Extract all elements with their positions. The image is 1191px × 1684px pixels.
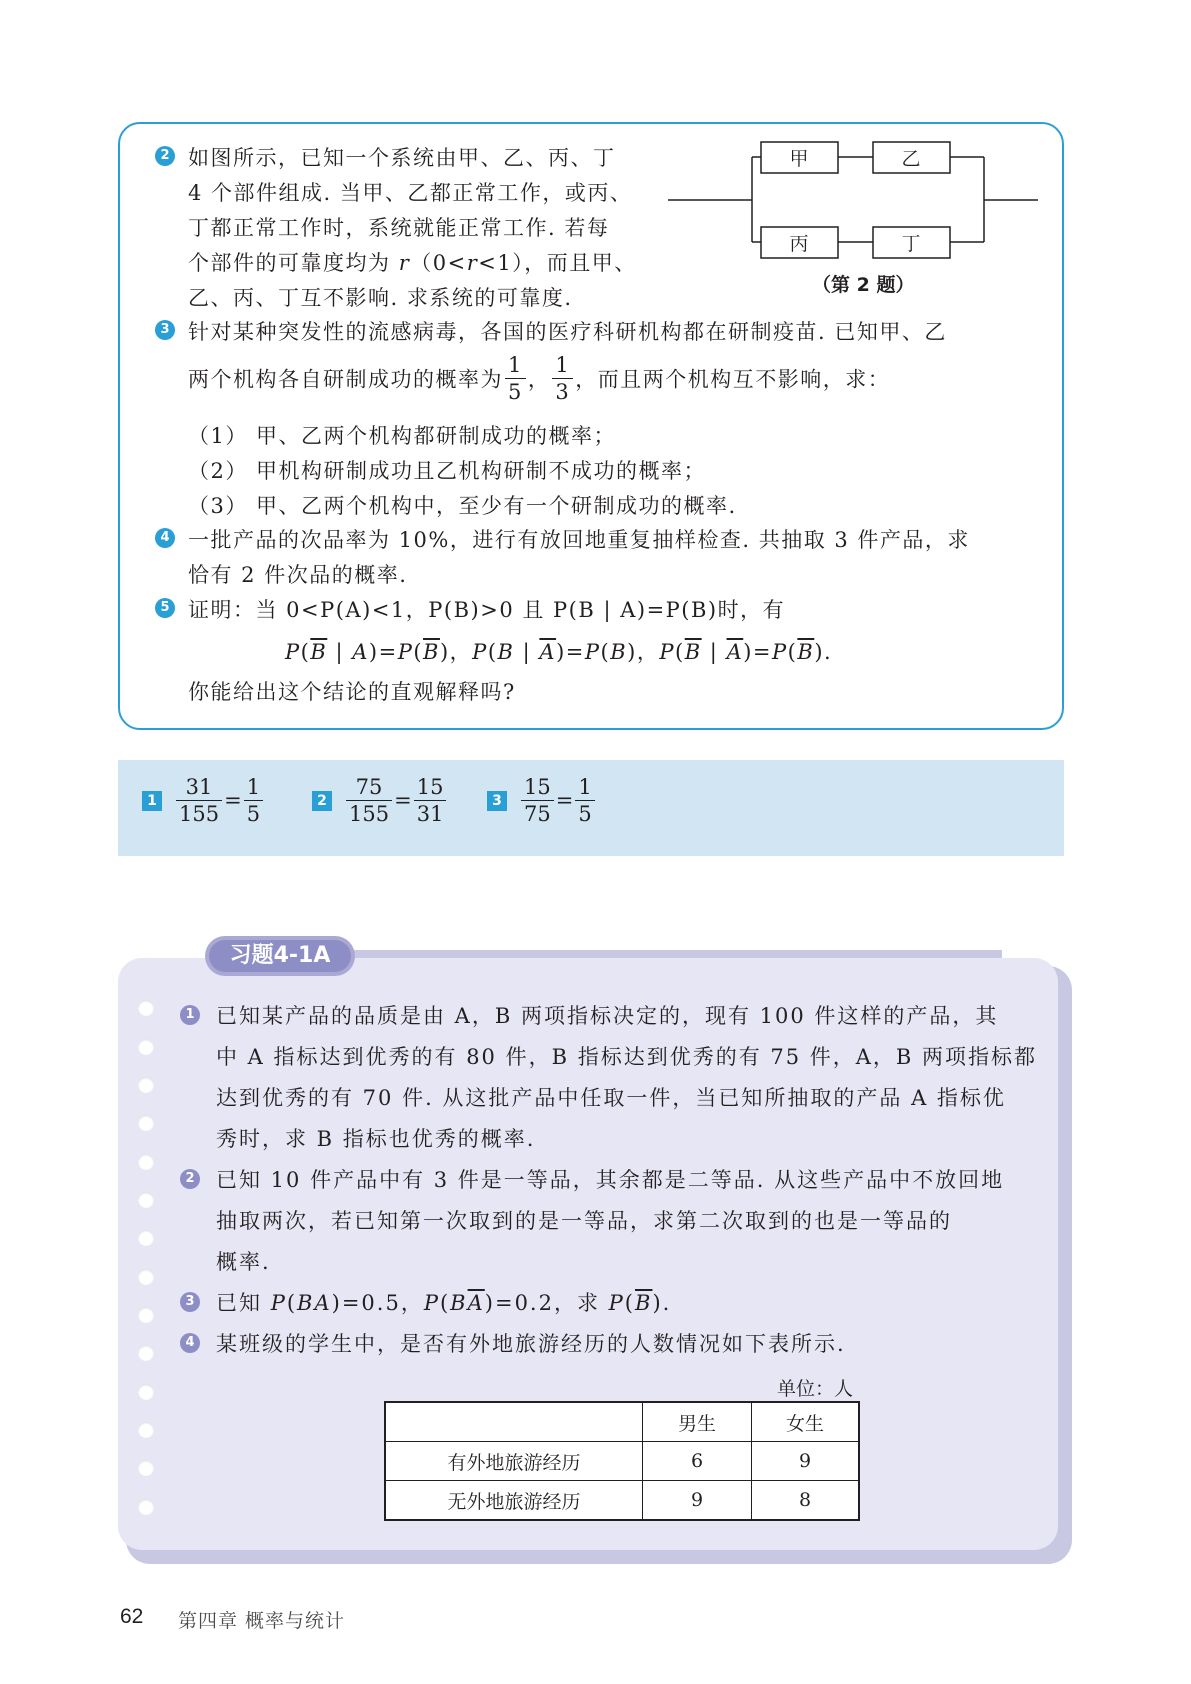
table-header-blank	[385, 1402, 643, 1442]
ex1-line-2: 中 A 指标达到优秀的有 80 件，B 指标达到优秀的有 75 件，A，B 两项指标都	[216, 1045, 1038, 1069]
question-3-number: 3	[155, 320, 175, 340]
answer-2: 2 $\frac{75}{155}$ = $\frac{15}{31}$	[312, 774, 448, 827]
chapter-title: 第四章 概率与统计	[178, 1610, 346, 1632]
fraction-one-third: $\frac{1}{3}$	[552, 352, 573, 405]
answer-1: 1 $\frac{31}{155}$ = $\frac{1}{5}$	[142, 774, 265, 827]
table-cell: 6	[643, 1442, 752, 1481]
binder-hole	[138, 1307, 154, 1323]
q3-part-3: （3） 甲、乙两个机构中，至少有一个研制成功的概率.	[188, 494, 737, 518]
binder-hole	[138, 1384, 154, 1400]
ex1-line-1: 已知某产品的品质是由 A，B 两项指标决定的，现有 100 件这样的产品，其	[216, 1004, 999, 1028]
row-label: 无外地旅游经历	[385, 1481, 643, 1521]
ex2-line-3: 概率.	[216, 1250, 271, 1274]
binder-hole	[138, 1154, 154, 1170]
binder-hole	[138, 1077, 154, 1093]
table-header-male: 男生	[643, 1402, 752, 1442]
binder-hole	[138, 1345, 154, 1361]
figure-caption: （第 2 题）	[812, 274, 915, 296]
ex1-line-4: 秀时，求 B 指标也优秀的概率.	[216, 1127, 536, 1151]
q2-line-5: 乙、丙、丁互不影响. 求系统的可靠度.	[188, 286, 573, 310]
q4-line-1: 一批产品的次品率为 10%，进行有放回地重复抽样检查. 共抽取 3 件产品，求	[188, 528, 970, 552]
notebook-tab-line	[300, 950, 1002, 958]
table-cell: 9	[752, 1442, 860, 1481]
q4-line-2: 恰有 2 件次品的概率.	[188, 563, 408, 587]
page-number: 62	[120, 1605, 144, 1628]
table-cell: 8	[752, 1481, 860, 1521]
ex2-line-1: 已知 10 件产品中有 3 件是一等品，其余都是二等品. 从这些产品中不放回地	[216, 1168, 1005, 1192]
table-header-female: 女生	[752, 1402, 860, 1442]
q2-line-4: 个部件的可靠度均为 r（0<r<1），而且甲、	[188, 251, 637, 275]
table-header-row	[385, 1402, 859, 1442]
circuit-diagram	[668, 134, 1040, 270]
q5-formula: $P(\overline{B}$ | $A)=P(\overline{B})$，P(B | $\overline{A})=P(B)$，$P(\overline{B}$ | $\overline{A})=P(\overline{B})$.	[285, 640, 833, 664]
exercise-3-number: 3	[180, 1292, 200, 1312]
question-2-number: 2	[155, 146, 175, 166]
q5-line-3: 你能给出这个结论的直观解释吗?	[188, 680, 516, 704]
q2-line-3: 丁都正常工作时，系统就能正常工作. 若每	[188, 216, 610, 240]
exercise-4-number: 4	[180, 1333, 200, 1353]
table-row	[385, 1442, 859, 1481]
component-d-label: 丁	[901, 233, 921, 255]
table-unit: 单位：人	[777, 1378, 854, 1400]
component-b-label: 乙	[901, 148, 921, 170]
q3-part-2: （2） 甲机构研制成功且乙机构研制不成功的概率；	[188, 459, 707, 483]
table-cell: 9	[643, 1481, 752, 1521]
binder-hole	[138, 1192, 154, 1208]
exercise-1-number: 1	[180, 1005, 200, 1025]
binder-hole	[138, 1230, 154, 1246]
q5-line-1: 证明：当 0<P(A)<1，P(B)>0 且 P(B | A)=P(B)时，有	[188, 598, 786, 622]
exercise-2-number: 2	[180, 1169, 200, 1189]
binder-hole	[138, 1000, 154, 1016]
q3-part-1: （1） 甲、乙两个机构都研制成功的概率；	[188, 424, 617, 448]
ex4-line-1: 某班级的学生中，是否有外地旅游经历的人数情况如下表所示.	[216, 1332, 846, 1356]
q3-line-1: 针对某种突发性的流感病毒，各国的医疗科研机构都在研制疫苗. 已知甲、乙	[188, 320, 947, 344]
table-row	[385, 1481, 859, 1521]
row-label: 有外地旅游经历	[385, 1442, 643, 1481]
q2-line-1: 如图所示，已知一个系统由甲、乙、丙、丁	[188, 146, 616, 170]
ex1-line-3: 达到优秀的有 70 件. 从这批产品中任取一件，当已知所抽取的产品 A 指标优	[216, 1086, 1006, 1110]
component-a-label: 甲	[789, 148, 809, 170]
ex2-line-2: 抽取两次，若已知第一次取到的是一等品，求第二次取到的也是一等品的	[216, 1209, 952, 1233]
ex3-line-1: 已知 P(BA)=0.5，$P(B\overline{A})=0.2$，求 $P(\overline{B})$.	[216, 1291, 672, 1315]
q3-line-2: 两个机构各自研制成功的概率为 $\frac{1}{5}$ ， $\frac{1}{3}$ ，而且两个机构互不影响，求：	[188, 353, 891, 404]
travel-table	[384, 1401, 860, 1521]
question-4-number: 4	[155, 528, 175, 548]
answer-3: 3 $\frac{15}{75}$ = $\frac{1}{5}$	[487, 774, 597, 827]
component-c-label: 丙	[789, 233, 809, 255]
binder-hole	[138, 1039, 154, 1055]
binder-hole	[138, 1460, 154, 1476]
binder-hole	[138, 1422, 154, 1438]
binder-hole	[138, 1115, 154, 1131]
binder-hole	[138, 1269, 154, 1285]
question-5-number: 5	[155, 598, 175, 618]
answers-band	[118, 760, 1064, 856]
fraction-one-fifth: $\frac{1}{5}$	[505, 352, 526, 405]
binder-hole	[138, 1499, 154, 1515]
q2-line-2: 4 个部件组成. 当甲、乙都正常工作，或丙、	[188, 181, 633, 205]
exercise-tab-title: 习题4-1A	[209, 940, 351, 972]
